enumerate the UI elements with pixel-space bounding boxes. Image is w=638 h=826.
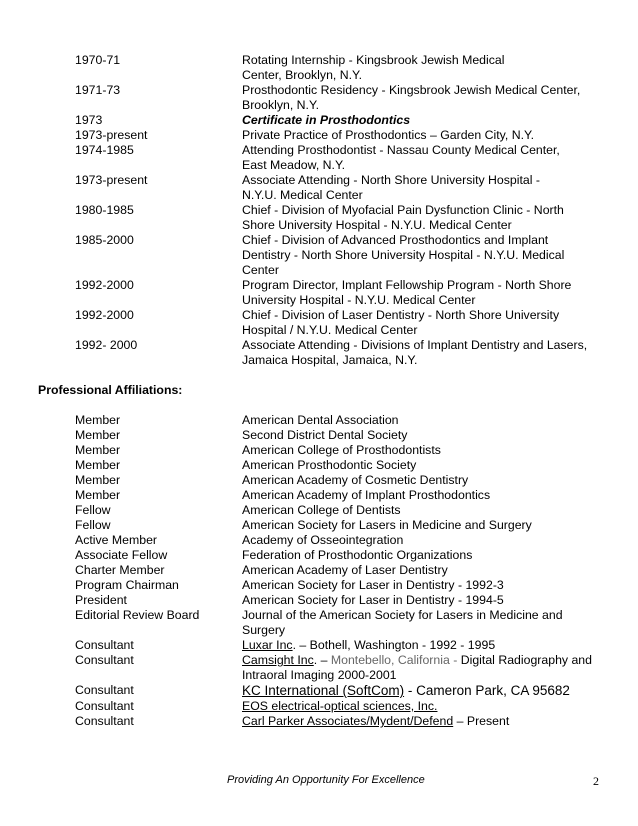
affiliation-org <box>242 653 607 683</box>
org-line: Intraoral Imaging 2000-2001 <box>242 668 397 682</box>
affiliation-role: Consultant <box>75 683 134 697</box>
entry-description <box>242 203 607 233</box>
entry-line: Jamaica Hospital, Jamaica, N.Y. <box>242 353 418 367</box>
entry-dates: 1992-2000 <box>75 308 134 322</box>
carl-parker-link[interactable]: Carl Parker Associates/Mydent/Defend <box>242 714 454 728</box>
affiliation-org: American Dental Association <box>242 413 399 427</box>
entry-line: Center <box>242 263 279 277</box>
entry-description <box>242 173 607 203</box>
affiliation-role: Member <box>75 413 121 427</box>
affiliation-role: Fellow <box>75 503 111 517</box>
entry-line: Prosthodontic Residency - Kingsbrook Jewish Medical Center, <box>242 83 581 97</box>
affiliation-org: American Academy of Implant Prosthodontics <box>242 488 491 502</box>
affiliation-role: Program Chairman <box>75 578 179 592</box>
entry-description <box>242 83 607 113</box>
eos-link[interactable]: EOS electrical-optical sciences, Inc. <box>242 699 438 713</box>
affiliation-org: Academy of Osseointegration <box>242 533 404 547</box>
affiliation-role: Member <box>75 488 121 502</box>
affiliation-role: Member <box>75 443 121 457</box>
org-line <box>242 653 607 668</box>
luxar-link[interactable]: Luxar Inc <box>242 638 293 652</box>
affiliation-role: Charter Member <box>75 563 165 577</box>
affiliation-org: American College of Dentists <box>242 503 401 517</box>
org-location: Montebello, California - <box>330 653 461 667</box>
entry-line: Shore University Hospital - N.Y.U. Medical Center <box>242 218 512 232</box>
entry-description <box>242 233 607 278</box>
section-heading: Professional Affiliations: <box>38 383 183 397</box>
affiliation-role: Active Member <box>75 533 158 547</box>
affiliation-role: Consultant <box>75 653 134 667</box>
entry-dates: 1973 <box>75 113 103 127</box>
affiliation-org: American Academy of Cosmetic Dentistry <box>242 473 469 487</box>
entry-line: Dentistry - North Shore University Hospital - N.Y.U. Medical <box>242 248 565 262</box>
affiliation-role: Consultant <box>75 714 134 728</box>
org-line: Journal of the American Society for Lasers in Medicine and <box>242 608 563 622</box>
affiliation-org <box>242 638 607 653</box>
affiliation-role: Member <box>75 473 121 487</box>
affiliation-org: Federation of Prosthodontic Organizations <box>242 548 473 562</box>
certificate-title: Certificate in Prosthodontics <box>242 113 411 127</box>
entry-description <box>242 338 607 368</box>
entry-line: Chief - Division of Myofacial Pain Dysfunction Clinic - North <box>242 203 564 217</box>
entry-description <box>242 143 607 173</box>
entry-line: Hospital / N.Y.U. Medical Center <box>242 323 418 337</box>
org-detail: – Present <box>453 714 510 728</box>
affiliation-role: Member <box>75 458 121 472</box>
org-separator: . – <box>313 653 331 667</box>
affiliation-role: Associate Fellow <box>75 548 168 562</box>
entry-line: N.Y.U. Medical Center <box>242 188 363 202</box>
affiliation-org: American Society for Laser in Dentistry - 1992-3 <box>242 578 504 592</box>
camsight-link[interactable]: Camsight Inc <box>242 653 314 667</box>
entry-description <box>242 113 607 128</box>
org-detail: . – Bothell, Washington - 1992 - 1995 <box>292 638 496 652</box>
affiliation-org: American Society for Laser in Dentistry - 1994-5 <box>242 593 504 607</box>
entry-dates: 1992- 2000 <box>75 338 138 352</box>
affiliation-role: Consultant <box>75 699 134 713</box>
entry-line: Associate Attending - North Shore University Hospital - <box>242 173 540 187</box>
entry-description <box>242 278 607 308</box>
affiliation-org: American Prosthodontic Society <box>242 458 417 472</box>
kc-international-link[interactable]: KC International (SoftCom) <box>242 683 405 698</box>
affiliation-role: Consultant <box>75 638 134 652</box>
entry-line: East Meadow, N.Y. <box>242 158 345 172</box>
entry-dates: 1970-71 <box>75 53 121 67</box>
entry-line: Program Director, Implant Fellowship Program - North Shore <box>242 278 572 292</box>
entry-description <box>242 53 607 83</box>
org-detail: - Cameron Park, CA 95682 <box>404 683 570 698</box>
page-number: 2 <box>593 774 599 788</box>
affiliation-org: American College of Prosthodontists <box>242 443 441 457</box>
org-detail: Digital Radiography and <box>460 653 592 667</box>
affiliation-role: Editorial Review Board <box>75 608 200 622</box>
affiliation-org: American Society for Lasers in Medicine and Surgery <box>242 518 532 532</box>
entry-line: Attending Prosthodontist - Nassau County Medical Center, <box>242 143 560 157</box>
entry-line: Associate Attending - Divisions of Implant Dentistry and Lasers, <box>242 338 588 352</box>
entry-dates: 1973-present <box>75 128 148 142</box>
affiliation-org <box>242 608 607 638</box>
affiliation-role: Fellow <box>75 518 111 532</box>
affiliation-org: Second District Dental Society <box>242 428 408 442</box>
affiliation-org <box>242 699 607 714</box>
affiliation-org <box>242 714 607 729</box>
entry-dates: 1985-2000 <box>75 233 134 247</box>
entry-dates: 1971-73 <box>75 83 121 97</box>
entry-line: University Hospital - N.Y.U. Medical Center <box>242 293 476 307</box>
entry-line: Brooklyn, N.Y. <box>242 98 320 112</box>
entry-dates: 1992-2000 <box>75 278 134 292</box>
entry-line: Private Practice of Prosthodontics – Garden City, N.Y. <box>242 128 535 142</box>
org-line: Surgery <box>242 623 286 637</box>
entry-line: Chief - Division of Laser Dentistry - North Shore University <box>242 308 560 322</box>
affiliation-role: Member <box>75 428 121 442</box>
entry-line: Chief - Division of Advanced Prosthodontics and Implant <box>242 233 549 247</box>
entry-dates: 1980-1985 <box>75 203 134 217</box>
affiliation-org <box>242 683 607 698</box>
entry-line: Rotating Internship - Kingsbrook Jewish Medical <box>242 53 505 67</box>
affiliation-role: President <box>75 593 127 607</box>
entry-dates: 1974-1985 <box>75 143 134 157</box>
entry-dates: 1973-present <box>75 173 148 187</box>
entry-line: Center, Brooklyn, N.Y. <box>242 68 363 82</box>
entry-description <box>242 128 607 143</box>
footer-tagline: Providing An Opportunity For Excellence <box>227 774 425 786</box>
entry-description <box>242 308 607 338</box>
affiliation-org: American Academy of Laser Dentistry <box>242 563 448 577</box>
